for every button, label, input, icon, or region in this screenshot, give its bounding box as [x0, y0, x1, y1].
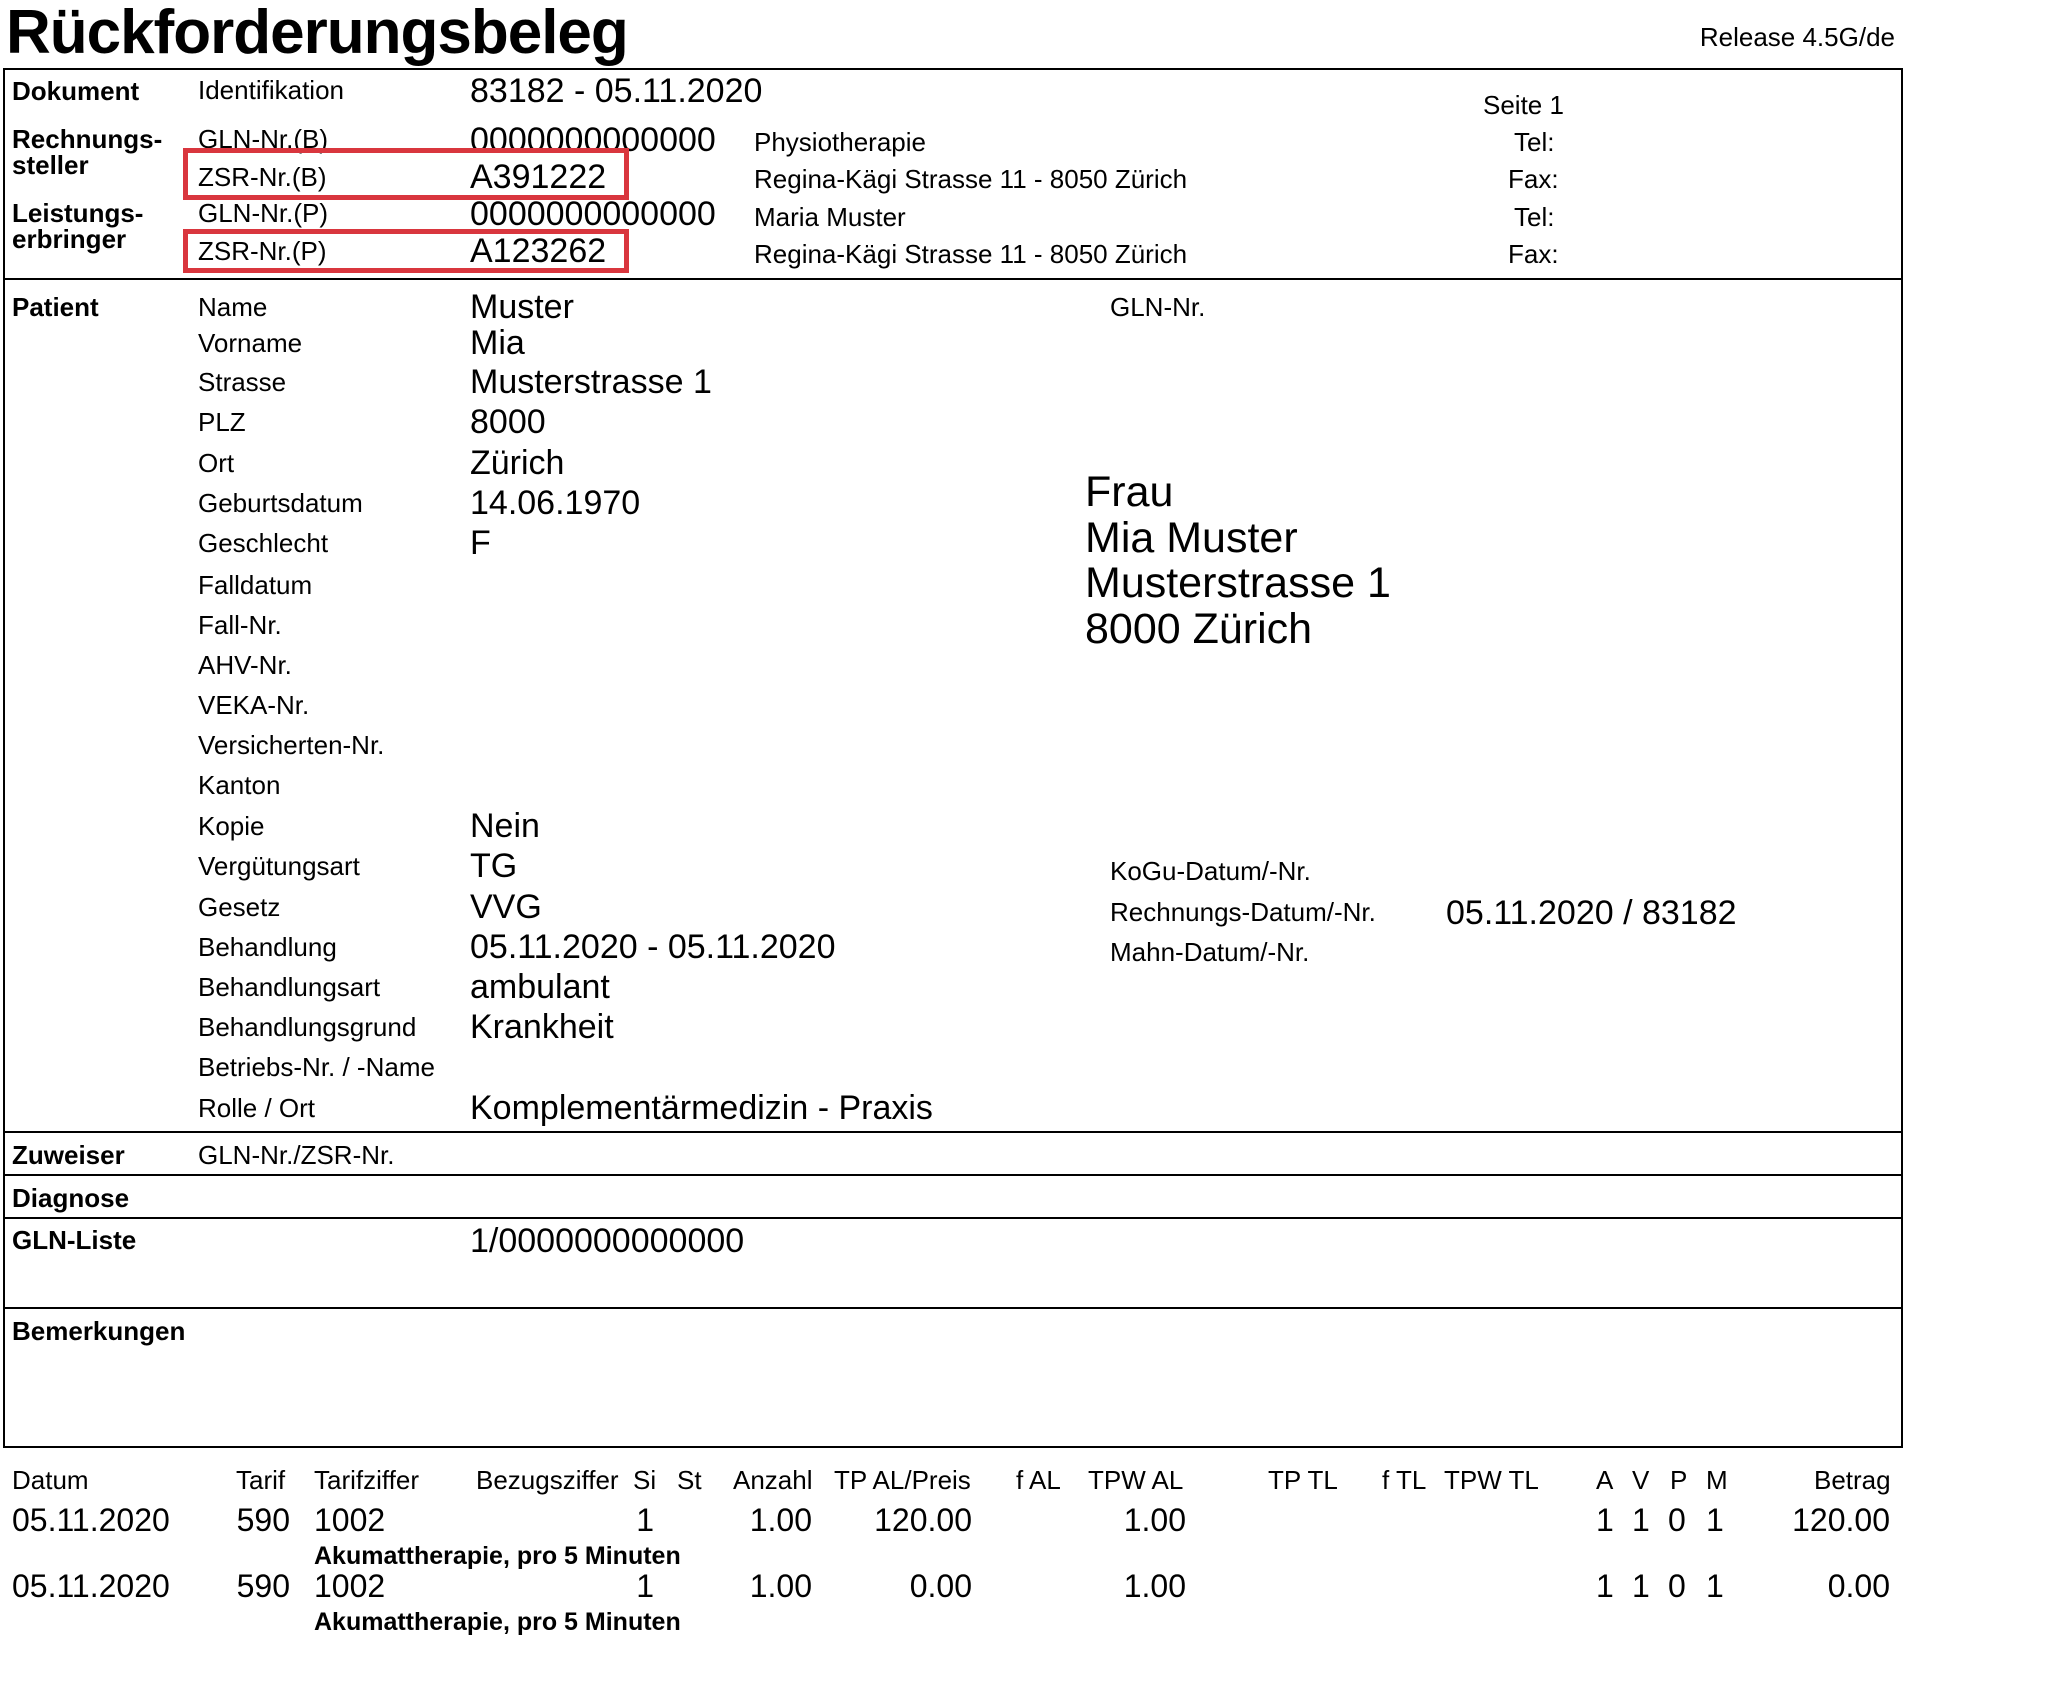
col-header-a: A [1596, 1465, 1614, 1495]
cell-tp-al: 120.00 [874, 1502, 972, 1538]
col-header-p: P [1670, 1465, 1688, 1495]
patient-field-label: Versicherten-Nr. [198, 730, 385, 760]
patient-field-label: Kanton [198, 770, 281, 800]
patient-field-label: Rolle / Ort [198, 1093, 316, 1123]
rechnungssteller-name: Physiotherapie [754, 127, 926, 157]
patient-field-label: Kopie [198, 811, 265, 841]
patient-label: Patient [12, 292, 99, 322]
col-header-v: V [1632, 1465, 1650, 1495]
col-header-si: Si [633, 1465, 657, 1495]
gln-b-value: 0000000000000 [470, 121, 716, 159]
patient-field-label: Behandlungsgrund [198, 1012, 417, 1042]
patient-field-label: Vergütungsart [198, 851, 360, 881]
col-header-datum: Datum [12, 1465, 89, 1495]
release-label: Release 4.5G/de [1699, 22, 1895, 52]
cell-tarifziffer: 1002 [314, 1568, 386, 1604]
patient-field-label: Gesetz [198, 892, 281, 922]
cell-a: 1 [1596, 1568, 1614, 1604]
patient-field-value: Muster [470, 288, 574, 326]
cell-datum: 05.11.2020 [12, 1568, 170, 1604]
zsr-p-highlight [183, 229, 629, 273]
kogu-label: KoGu-Datum/-Nr. [1110, 856, 1311, 886]
address-line-name: Mia Muster [1085, 513, 1298, 562]
col-header-st: St [677, 1465, 702, 1495]
col-header-anzahl: Anzahl [733, 1465, 813, 1495]
cell-m: 1 [1706, 1502, 1724, 1538]
patient-field-label: Strasse [198, 367, 287, 397]
patient-field-value: Krankheit [470, 1008, 614, 1046]
col-header-tpw-al: TPW AL [1088, 1465, 1184, 1495]
patient-field-label: Betriebs-Nr. / -Name [198, 1052, 435, 1082]
cell-m: 1 [1706, 1568, 1724, 1604]
cell-si: 1 [636, 1502, 654, 1538]
col-header-f-al: f AL [1016, 1465, 1061, 1495]
leistungserbringer-name: Maria Muster [754, 202, 906, 232]
dokument-label: Dokument [12, 76, 140, 106]
col-header-bezugsziffer: Bezugsziffer [476, 1465, 619, 1495]
gln-p-label: GLN-Nr.(P) [198, 198, 328, 228]
leistungserbringer-tel-label: Tel: [1514, 202, 1555, 232]
mahn-label: Mahn-Datum/-Nr. [1110, 937, 1310, 967]
gln-b-label: GLN-Nr.(B) [198, 124, 328, 154]
patient-field-label: Geburtsdatum [198, 488, 363, 518]
patient-field-label: Vorname [198, 328, 303, 358]
col-header-tarifziffer: Tarifziffer [314, 1465, 419, 1495]
col-header-betrag: Betrag [1814, 1465, 1891, 1495]
cell-description: Akumattherapie, pro 5 Minuten [314, 1608, 681, 1636]
bemerkungen-label: Bemerkungen [12, 1316, 186, 1346]
patient-field-value: Musterstrasse 1 [470, 363, 712, 401]
rechnung-label: Rechnungs-Datum/-Nr. [1110, 897, 1376, 927]
zsr-b-value: A391222 [470, 158, 607, 196]
cell-a: 1 [1596, 1502, 1614, 1538]
address-line-city: 8000 Zürich [1085, 604, 1313, 653]
address-block [1085, 470, 1391, 652]
cell-tarif: 590 [236, 1568, 290, 1604]
patient-left-rule [3, 278, 5, 1132]
col-header-tp-al: TP AL/Preis [834, 1465, 971, 1495]
cell-p: 0 [1668, 1568, 1686, 1604]
cell-datum: 05.11.2020 [12, 1502, 170, 1538]
zsr-b-label: ZSR-Nr.(B) [198, 162, 327, 192]
cell-p: 0 [1668, 1502, 1686, 1538]
patient-field-label: Falldatum [198, 570, 313, 600]
leistungserbringer-fax-label: Fax: [1508, 239, 1559, 269]
patient-field-label: PLZ [198, 407, 246, 437]
cell-anzahl: 1.00 [749, 1568, 812, 1604]
zsr-p-label: ZSR-Nr.(P) [198, 236, 327, 266]
diagnose-box [3, 1174, 1903, 1219]
col-header-tp-tl: TP TL [1268, 1465, 1338, 1495]
page-number: Seite 1 [1483, 90, 1564, 120]
col-header-tarif: Tarif [236, 1465, 286, 1495]
zuweiser-field-label: GLN-Nr./ZSR-Nr. [198, 1140, 395, 1170]
col-header-tpw-tl: TPW TL [1444, 1465, 1539, 1495]
gln-liste-label: GLN-Liste [12, 1225, 137, 1255]
rechnungssteller-tel-label: Tel: [1514, 127, 1555, 157]
patient-field-value: Zürich [470, 444, 565, 482]
patient-field-value: VVG [470, 888, 542, 926]
address-line-salutation: Frau [1085, 468, 1174, 516]
patient-field-label: Geschlecht [198, 528, 329, 558]
patient-field-value: ambulant [470, 968, 610, 1006]
patient-field-value: TG [470, 847, 518, 885]
cell-tarif: 590 [236, 1502, 290, 1538]
patient-field-label: Behandlungsart [198, 972, 381, 1002]
patient-field-value: Mia [470, 324, 525, 362]
cell-tp-al: 0.00 [909, 1568, 972, 1604]
rechnung-value: 05.11.2020 / 83182 [1446, 894, 1737, 932]
cell-tpw-al: 1.00 [1123, 1502, 1186, 1538]
identifikation-value: 83182 - 05.11.2020 [470, 72, 763, 110]
patient-right-rule [1901, 278, 1903, 1132]
cell-si: 1 [636, 1568, 654, 1604]
rechnungssteller-fax-label: Fax: [1508, 164, 1559, 194]
patient-field-label: VEKA-Nr. [198, 690, 310, 720]
leistungserbringer-label-2: erbringer [12, 224, 127, 254]
patient-field-value: 8000 [470, 403, 546, 441]
patient-field-label: AHV-Nr. [198, 650, 292, 680]
gln-liste-box [3, 1217, 1903, 1309]
rechnungssteller-label-1: Rechnungs- [12, 124, 163, 154]
zsr-p-value: A123262 [470, 232, 607, 270]
zuweiser-label: Zuweiser [12, 1140, 125, 1170]
rechnungssteller-address: Regina-Kägi Strasse 11 - 8050 Zürich [754, 164, 1188, 194]
patient-field-value: 05.11.2020 - 05.11.2020 [470, 928, 836, 966]
cell-betrag: 0.00 [1827, 1568, 1890, 1604]
col-header-m: M [1706, 1465, 1728, 1495]
col-header-f-tl: f TL [1382, 1465, 1427, 1495]
gln-p-value: 0000000000000 [470, 195, 716, 233]
cell-tpw-al: 1.00 [1123, 1568, 1186, 1604]
patient-field-value: 14.06.1970 [470, 484, 641, 522]
patient-gln-label: GLN-Nr. [1110, 292, 1206, 322]
address-line-street: Musterstrasse 1 [1085, 559, 1391, 608]
cell-v: 1 [1632, 1502, 1650, 1538]
leistungserbringer-address: Regina-Kägi Strasse 11 - 8050 Zürich [754, 239, 1188, 269]
document-title: Rückforderungsbeleg [6, 0, 628, 67]
diagnose-label: Diagnose [12, 1183, 130, 1213]
patient-field-value: Komplementärmedizin - Praxis [470, 1089, 933, 1127]
gln-liste-value: 1/0000000000000 [470, 1222, 745, 1260]
cell-anzahl: 1.00 [749, 1502, 812, 1538]
cell-description: Akumattherapie, pro 5 Minuten [314, 1542, 681, 1570]
cell-tarifziffer: 1002 [314, 1502, 386, 1538]
patient-field-label: Behandlung [198, 932, 337, 962]
patient-field-label: Ort [198, 448, 235, 478]
patient-field-value: Nein [470, 807, 540, 845]
patient-field-label: Fall-Nr. [198, 610, 282, 640]
cell-betrag: 120.00 [1792, 1502, 1890, 1538]
identifikation-label: Identifikation [198, 75, 344, 105]
zsr-b-highlight [183, 148, 629, 200]
leistungserbringer-label-1: Leistungs- [12, 198, 144, 228]
patient-field-label: Name [198, 292, 268, 322]
patient-field-value: F [470, 524, 491, 562]
rechnungssteller-label-2: steller [12, 150, 89, 180]
bemerkungen-box [3, 1307, 1903, 1448]
cell-v: 1 [1632, 1568, 1650, 1604]
